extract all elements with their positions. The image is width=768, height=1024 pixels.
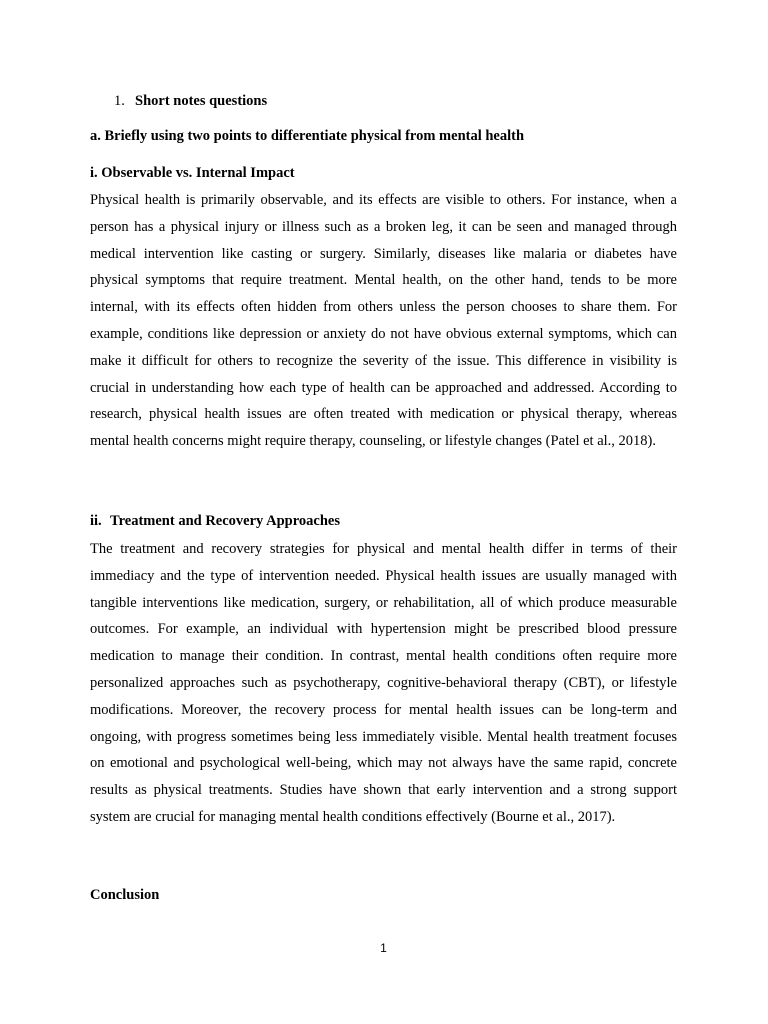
conclusion-heading: Conclusion [90,887,160,903]
section-title: Short notes questions [135,93,268,109]
page-number: 1 [380,941,387,955]
point-two-roman: ii. [90,513,102,529]
point-one-heading: i. Observable vs. Internal Impact [90,165,295,181]
section-number: 1. [114,93,125,109]
point-two-title: Treatment and Recovery Approaches [110,513,340,529]
section-heading [114,93,267,110]
point-two-paragraph: The treatment and recovery strategies for physical and mental health differ in terms of their immediacy and the type of intervention needed. Physical health issues are usually managed with tangible interventions like medication, surgery, or rehabilitation, all of which produce measurable outcomes. For example, an individual with hypertension might be prescribed blood pressure medication to manage their condition. In contrast, mental health conditions often require more personalized approaches such as psychotherapy, cognitive-behavioral therapy (CBT), or lifestyle modifications. Moreover, the recovery process for mental health issues can be long-term and ongoing, with progress sometimes being less immediately visible. Mental health treatment focuses on emotional and psychological well-being, which may not always have the same rapid, concrete results as physical treatments. Studies have shown that early intervention and a strong support system are crucial for managing mental health conditions effectively (Bourne et al., 2017). [90,541,677,825]
point-one-paragraph: Physical health is primarily observable, and its effects are visible to others. For instance, when a person has a physical injury or illness such as a broken leg, it can be seen and managed through medical intervention like casting or surgery. Similarly, diseases like malaria or diabetes have physical symptoms that require treatment. Mental health, on the other hand, tends to be more internal, with its effects often hidden from others unless the person chooses to share them. For example, conditions like depression or anxiety do not have obvious external symptoms, which can make it difficult for others to recognize the severity of the issue. This difference in visibility is crucial in understanding how each type of health can be approached and addressed. According to research, physical health issues are often treated with medication or physical therapy, whereas mental health concerns might require therapy, counseling, or lifestyle changes (Patel et al., 2018). [90,192,677,450]
point-two-heading [90,513,340,530]
document-page [90,0,677,1024]
question-heading: a. Briefly using two points to differentiate physical from mental health [90,128,525,144]
